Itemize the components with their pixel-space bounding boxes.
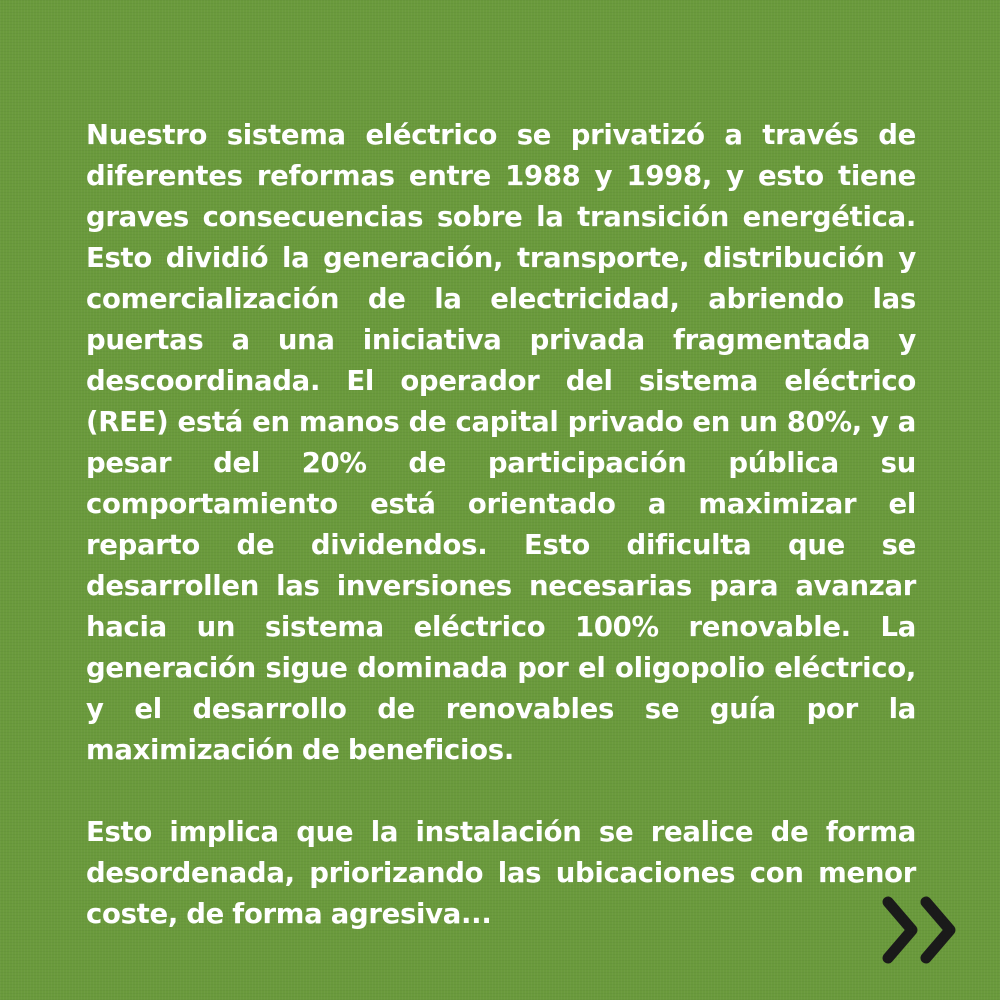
double-chevron-right-icon[interactable] (882, 894, 962, 966)
paragraph-1: Nuestro sistema eléctrico se privatizó a través de diferentes reformas entre 1988 y 1998, y esto tiene graves consecuencias sobre la transición energética. Esto dividió la generación, transporte, distribución y comercialización de la electricidad, abriendo las puertas a una iniciativa privada fragmentada y descoordinada. El operador del sistema eléctrico (REE) está en manos de capital privado en un 80%, y a pesar del 20% de participación pública su comportamiento está orientado a maximizar el reparto de dividendos. Esto dificulta que se desarrollen las inversiones necesarias para avanzar hacia un sistema eléctrico 100% renovable. La generación sigue dominada por el oligopolio eléctrico, y el desarrollo de renovables se guía por la maximización de beneficios. (86, 119, 916, 766)
paragraph-2: Esto implica que la instalación se realice de forma desordenada, priorizando las ubicaciones con menor coste, de forma agresiva... (86, 816, 916, 930)
body-text (86, 115, 916, 935)
